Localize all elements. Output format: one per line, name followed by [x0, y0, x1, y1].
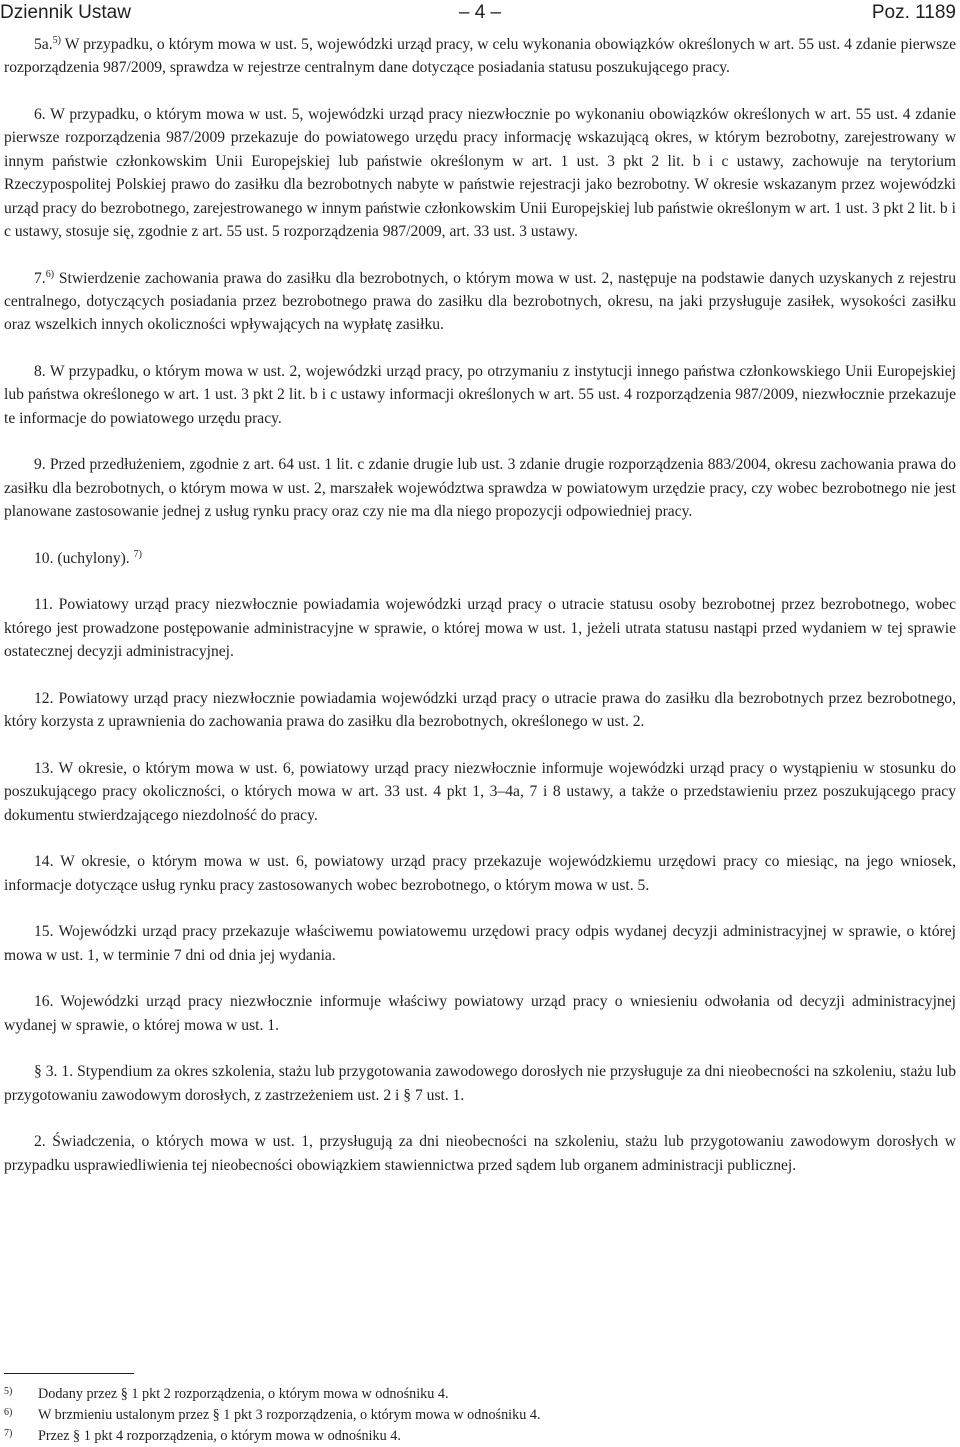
section-3-paragraph-2	[4, 1130, 956, 1177]
paragraph-text: § 3. 1. Stypendium za okres szkolenia, stażu lub przygotowania zawodowego dorosłych nie przysługuje za dni nieobecności na szkoleniu, stażu lub przygotowaniu zawodowym dorosłych, z zastrzeżeniem ust. 2 i § 7 ust. 1.	[4, 1063, 956, 1104]
paragraph-text: 8. W przypadku, o którym mowa w ust. 2, wojewódzki urząd pracy, po otrzymaniu z instytucji innego państwa członkowskiego Unii Europejskiej lub państwa określonego w art. 1 ust. 3 pkt 2 lit. b i c ustawy informacji określonych w art. 55 ust. 4 rozporządzenia 987/2009, niezwłocznie przekazuje te informacje do powiatowego urzędu pracy.	[4, 363, 956, 427]
footnote-number: 6)	[4, 1407, 13, 1418]
footnote-number: 7)	[4, 1428, 13, 1439]
paragraph-label: 7.	[34, 269, 46, 287]
footnote-7	[4, 1426, 956, 1447]
paragraph-12	[4, 687, 956, 734]
section-3-paragraph-1	[4, 1060, 956, 1107]
paragraph-5a	[4, 33, 956, 80]
paragraph-13	[4, 757, 956, 827]
footnote-text: W brzmieniu ustalonym przez § 1 pkt 3 rozporządzenia, o którym mowa w odnośniku 4.	[38, 1407, 541, 1423]
footnote-ref: 5)	[52, 35, 61, 46]
paragraph-text: 6. W przypadku, o którym mowa w ust. 5, wojewódzki urząd pracy niezwłocznie po wykonaniu obowiązków określonych w art. 55 ust. 4 zdanie pierwsze rozporządzenia 987/2009 przekazuje do powiatowego urzędu pracy informację wskazującą okres, w którym bezrobotny, zarejestrowany w innym państwie członkowskim Unii Europejskiej lub państwie określonym w art. 1 ust. 3 pkt 2 lit. b i c ustawy, zachowuje na terytorium Rzeczypospolitej Polskiej prawo do zasiłku dla bezrobotnych nabyte w państwie rejestracji jako bezrobotny. W okresie wskazanym przez wojewódzki urząd pracy do bezrobotnego, zarejestrowanego w innym państwie członkowskim Unii Europejskiej lub państwie określonym w art. 1 ust. 3 pkt 2 lit. b i c ustawy, stosuje się, zgodnie z art. 55 ust. 5 rozporządzenia 987/2009, art. 33 ust. 3 ustawy.	[4, 106, 956, 241]
page-header	[0, 0, 960, 30]
paragraph-label: 5a.	[34, 36, 53, 53]
footnotes	[4, 1373, 956, 1447]
paragraph-10	[4, 547, 956, 570]
paragraph-text: 9. Przed przedłużeniem, zgodnie z art. 64 ust. 1 lit. c zdanie drugie lub ust. 3 zdanie drugie rozporządzenia 883/2004, okresu zachowania prawa do zasiłku dla bezrobotnych, o którym mowa w ust. 2, marszałek województwa sprawdza w powiatowym urzędzie pracy, czy wobec bezrobotnego nie jest planowane zastosowanie jednej z usług rynku pracy oraz czy nie ma dla niego propozycji odpowiedniej pracy.	[4, 456, 956, 521]
paragraph-16	[4, 990, 956, 1037]
paragraph-text: 11. Powiatowy urząd pracy niezwłocznie powiadamia wojewódzki urząd pracy o utracie statusu osoby bezrobotnej przez bezrobotnego, wobec którego jest prowadzone postępowanie administracyjne w sprawie, o której mowa w ust. 1, jeżeli utrata statusu nastąpi przed wydaniem w tej sprawie ostatecznej decyzji administracyjnej.	[4, 596, 956, 661]
paragraph-6	[4, 103, 956, 243]
paragraph-text: 15. Wojewódzki urząd pracy przekazuje właściwemu powiatowemu urzędowi pracy odpis wydanej decyzji administracyjnej w sprawie, o której mowa w ust. 1, w terminie 7 dni od dnia jej wydania.	[4, 923, 956, 964]
footnote-divider	[4, 1373, 134, 1374]
paragraph-7	[4, 267, 956, 337]
paragraph-9	[4, 453, 956, 523]
paragraph-14	[4, 850, 956, 897]
footnote-6	[4, 1405, 956, 1426]
footnote-5	[4, 1384, 956, 1405]
paragraph-text: 12. Powiatowy urząd pracy niezwłocznie powiadamia wojewódzki urząd pracy o utracie prawa do zasiłku dla bezrobotnych przez bezrobotnego, który korzysta z uprawnienia do zachowania prawa do zasiłku dla bezrobotnych, określonego w ust. 2.	[4, 689, 956, 731]
journal-title: Dziennik Ustaw	[0, 2, 131, 23]
footnote-number: 5)	[4, 1386, 13, 1397]
paragraph-11	[4, 593, 956, 663]
paragraph-text: 16. Wojewódzki urząd pracy niezwłocznie informuje właściwy powiatowy urząd pracy o wniesieniu odwołania od decyzji administracyjnej wydanej w sprawie, o której mowa w ust. 1.	[4, 993, 956, 1034]
footnote-ref: 7)	[133, 548, 142, 560]
paragraph-15	[4, 920, 956, 967]
paragraph-text: 13. W okresie, o którym mowa w ust. 6, powiatowy urząd pracy niezwłocznie informuje wojewódzki urząd pracy o wystąpieniu w stosunku do poszukującego pracy okoliczności, o których mowa w art. 33 ust. 4 pkt 1, 3–4a, 7 i 8 ustawy, a także o przedstawieniu przez poszukującego pracy dokumentu stwierdzającego niezdolność do pracy.	[4, 759, 956, 824]
paragraph-label: 10. (uchylony).	[34, 549, 130, 567]
paragraph-8	[4, 360, 956, 430]
footnote-text: Przez § 1 pkt 4 rozporządzenia, o którym mowa w odnośniku 4.	[38, 1428, 401, 1444]
paragraph-text: 2. Świadczenia, o których mowa w ust. 1, przysługują za dni nieobecności na szkoleniu, stażu lub przygotowaniu zawodowym dorosłych w przypadku usprawiedliwienia tej nieobecności obowiązkiem stawiennictwa przed sądem lub organem administracji publicznej.	[4, 1133, 956, 1174]
paragraph-text: W przypadku, o którym mowa w ust. 5, wojewódzki urząd pracy, w celu wykonania obowiązków określonych w art. 55 ust. 4 zdanie pierwsze rozporządzenia 987/2009, sprawdza w rejestrze centralnym dane dotyczące posiadania statusu poszukującego pracy.	[4, 36, 956, 77]
paragraph-text: Stwierdzenie zachowania prawa do zasiłku dla bezrobotnych, o którym mowa w ust. 2, następuje na podstawie danych uzyskanych z rejestru centralnego, dotyczących posiadania przez bezrobotnego prawa do zasiłku dla bezrobotnych, okresu, na jaki przysługuje zasiłek, wysokości zasiłku oraz wszelkich innych okoliczności wpływających na wypłatę zasiłku.	[4, 269, 956, 334]
document-body	[4, 33, 956, 1200]
item-number: Poz. 1189	[871, 2, 956, 23]
footnote-text: Dodany przez § 1 pkt 2 rozporządzenia, o którym mowa w odnośniku 4.	[38, 1386, 449, 1402]
paragraph-text: 14. W okresie, o którym mowa w ust. 6, powiatowy urząd pracy przekazuje wojewódzkiemu urzędowi pracy co miesiąc, na jego wniosek, informacje dotyczące usług rynku pracy zastosowanych wobec bezrobotnego, o którym mowa w ust. 5.	[4, 853, 956, 894]
page-number: – 4 –	[458, 2, 502, 23]
footnote-ref: 6)	[45, 268, 55, 280]
